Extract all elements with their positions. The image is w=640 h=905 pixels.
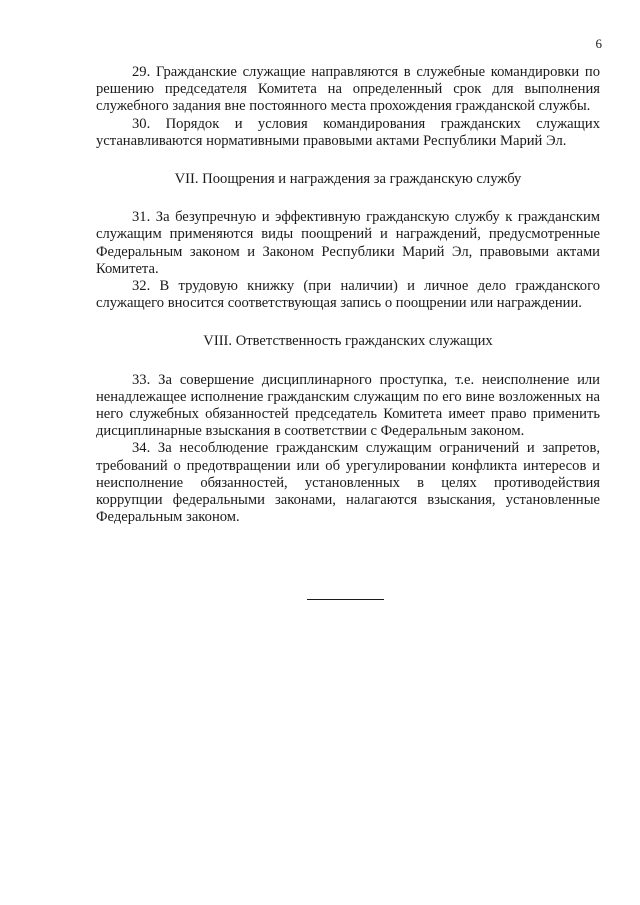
page-number: 6: [595, 36, 602, 51]
paragraph-32: 32. В трудовую книжку (при наличии) и личное дело гражданского служащего вносится соответствующая запись о поощрении или награждении.: [96, 278, 600, 312]
section-heading-viii: VIII. Ответственность гражданских служащих: [203, 333, 493, 350]
section-heading-vii: VII. Поощрения и награждения за гражданскую службу: [174, 171, 522, 188]
paragraph-34: 34. За несоблюдение гражданским служащим ограничений и запретов, требований о предотвращении или об урегулировании конфликта интересов и неисполнение обязанностей, установленных в целях противодействия коррупции федеральными законами, налагаются взыскания, установленные Федеральным законом.: [96, 440, 600, 526]
document-body: [96, 64, 600, 526]
paragraph-30: 30. Порядок и условия командирования гражданских служащих устанавливаются нормативными правовыми актами Республики Марий Эл.: [96, 115, 600, 149]
paragraph-29: 29. Гражданские служащие направляются в служебные командировки по решению председателя Комитета на определенный срок для выполнения служебного задания вне постоянного места прохождения гражданской службы.: [96, 64, 600, 115]
end-of-document-rule: [307, 599, 384, 600]
paragraph-31: 31. За безупречную и эффективную гражданскую службу к гражданским служащим применяются виды поощрений и награждений, предусмотренные Федеральным законом и Законом Республики Марий Эл, правовыми актами Комитета.: [96, 209, 600, 277]
paragraph-33: 33. За совершение дисциплинарного проступка, т.е. неисполнение или ненадлежащее исполнение гражданским служащим по его вине возложенных на него служебных обязанностей председатель Комитета имеет право применить дисциплинарные взыскания в соответствии с Федеральным законом.: [96, 371, 600, 440]
